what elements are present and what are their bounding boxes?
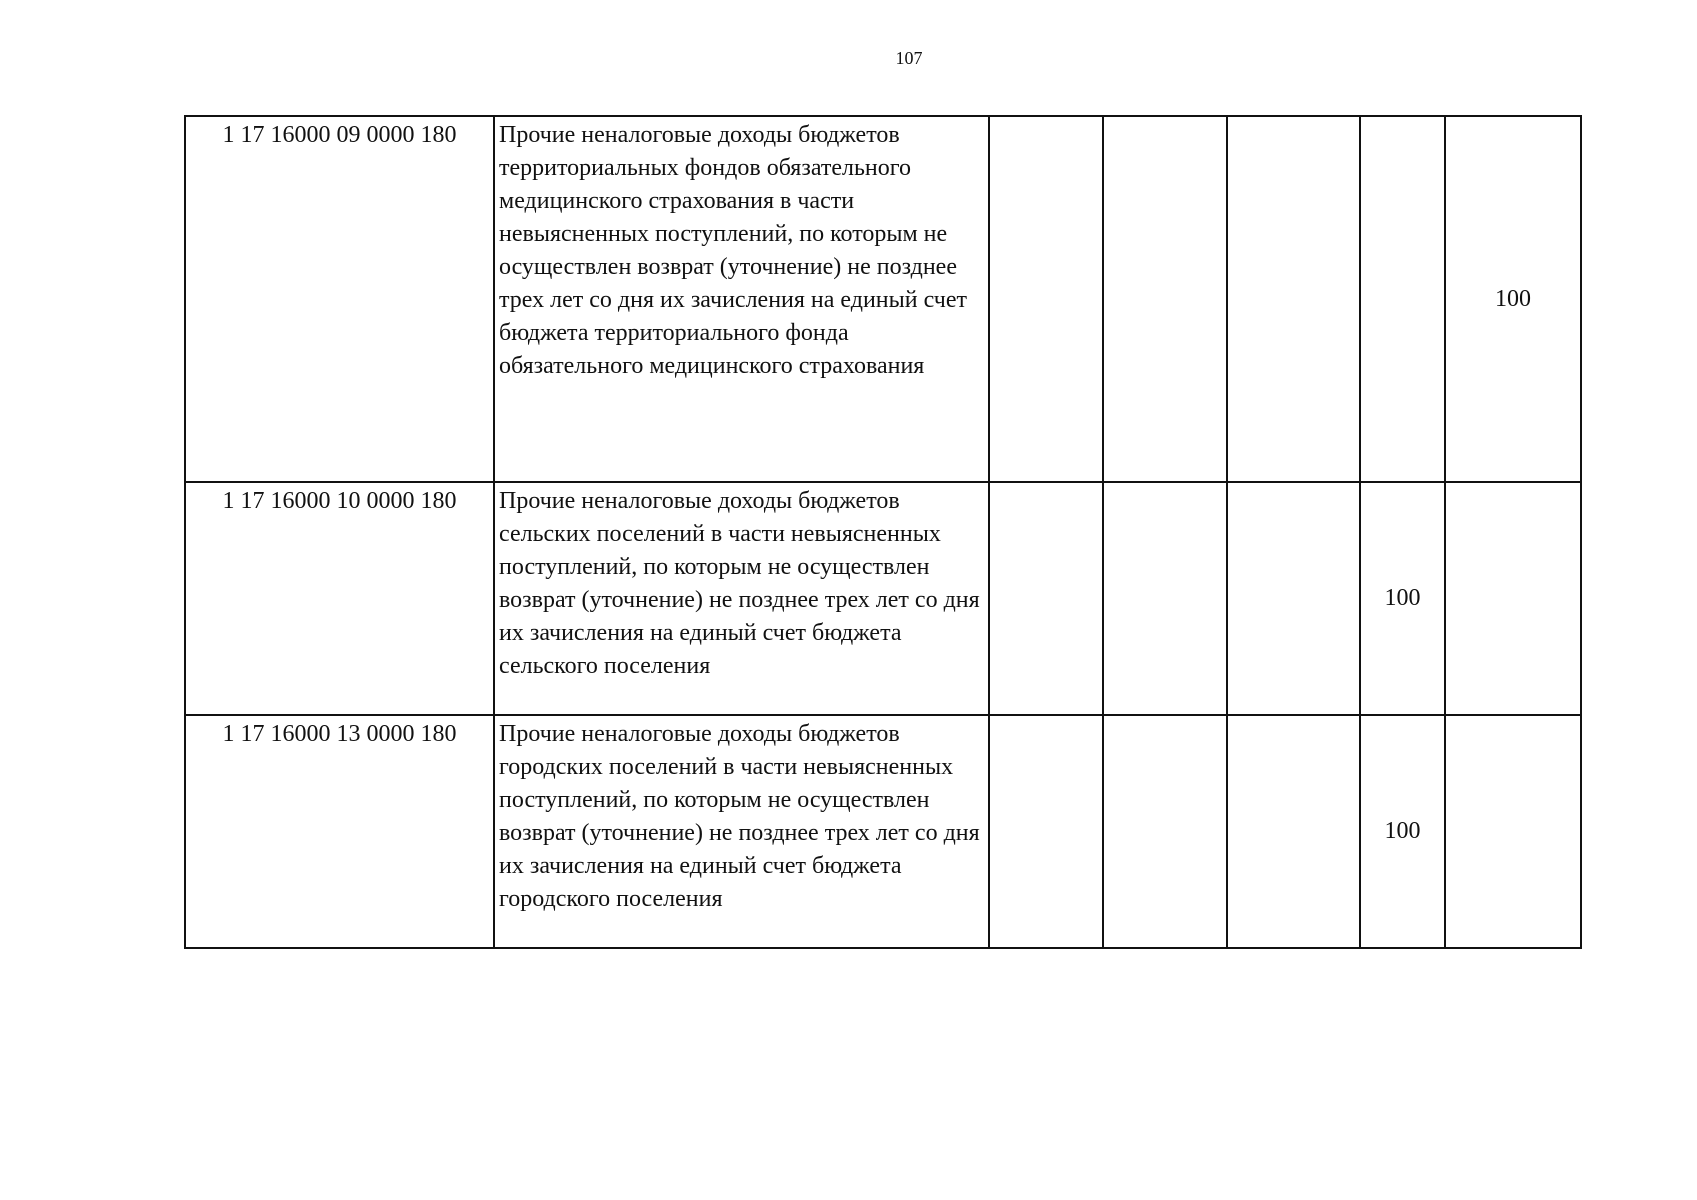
value-cell-5: 100 bbox=[1445, 116, 1581, 482]
table-row bbox=[185, 482, 1581, 715]
budget-code-cell: 1 17 16000 09 0000 180 bbox=[185, 116, 494, 482]
value-cell-1 bbox=[989, 715, 1103, 948]
table-row bbox=[185, 715, 1581, 948]
value-cell-4: 100 bbox=[1360, 715, 1445, 948]
value-cell-2 bbox=[1103, 482, 1227, 715]
budget-code-cell: 1 17 16000 10 0000 180 bbox=[185, 482, 494, 715]
value-cell-1 bbox=[989, 482, 1103, 715]
value-cell-5 bbox=[1445, 482, 1581, 715]
budget-table bbox=[184, 115, 1582, 949]
income-name-cell: Прочие неналоговые доходы бюджетов сельских поселений в части невыясненных поступлений, по которым не осуществлен возврат (уточнение) не позднее трех лет со дня их зачисления на единый счет бюджета сельского поселения bbox=[494, 482, 989, 715]
value-cell-5 bbox=[1445, 715, 1581, 948]
page-number: 107 bbox=[895, 48, 923, 68]
table-row bbox=[185, 116, 1581, 482]
value-cell-1 bbox=[989, 116, 1103, 482]
value-cell-3 bbox=[1227, 715, 1360, 948]
value-cell-2 bbox=[1103, 715, 1227, 948]
budget-code-cell: 1 17 16000 13 0000 180 bbox=[185, 715, 494, 948]
value-cell-2 bbox=[1103, 116, 1227, 482]
value-cell-4: 100 bbox=[1360, 482, 1445, 715]
income-name-cell: Прочие неналоговые доходы бюджетов городских поселений в части невыясненных поступлений, по которым не осуществлен возврат (уточнение) не позднее трех лет со дня их зачисления на единый счет бюджета городского поселения bbox=[494, 715, 989, 948]
income-name-cell: Прочие неналоговые доходы бюджетов территориальных фондов обязательного медицинского страхования в части невыясненных поступлений, по которым не осуществлен возврат (уточнение) не позднее трех лет со дня их зачисления на единый счет бюджета территориального фонда обязательного медицинского страхования bbox=[494, 116, 989, 482]
value-cell-3 bbox=[1227, 482, 1360, 715]
value-cell-4 bbox=[1360, 116, 1445, 482]
value-cell-3 bbox=[1227, 116, 1360, 482]
